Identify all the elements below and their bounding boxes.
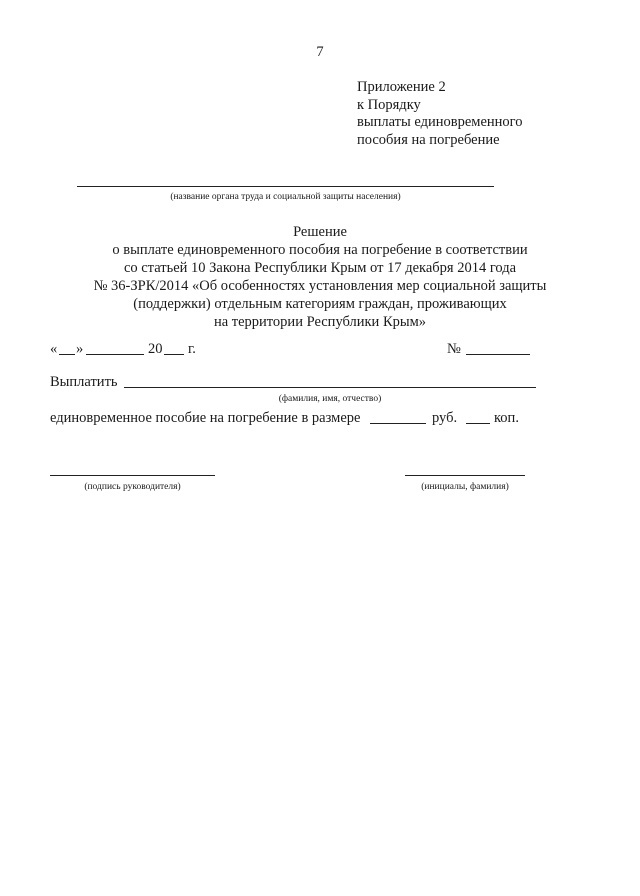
page-number: 7 (316, 44, 324, 60)
number-label: № (447, 341, 461, 357)
date-day-field[interactable] (59, 354, 75, 355)
decision-heading: Решение (293, 224, 347, 240)
date-year-suffix: г. (188, 341, 196, 357)
amount-kop-field[interactable] (466, 423, 490, 424)
amount-rub-label: руб. (432, 410, 458, 426)
authority-caption: (название органа труда и социальной защиты населения) (170, 192, 401, 202)
decision-line-3: № 36-ЗРК/2014 «Об особенностях установления мер социальной защиты (93, 278, 547, 294)
appendix-line-1: Приложение 2 (357, 79, 446, 95)
payee-name-field[interactable] (124, 387, 536, 388)
signature-line[interactable] (50, 475, 215, 476)
payee-name-caption: (фамилия, имя, отчество) (278, 394, 382, 404)
amount-text: единовременное пособие на погребение в размере (50, 410, 361, 426)
pay-label: Выплатить (50, 374, 118, 390)
date-month-field[interactable] (86, 354, 144, 355)
decision-line-4: (поддержки) отдельным категориям граждан, проживающих (133, 296, 507, 312)
signature-caption: (подпись руководителя) (84, 482, 181, 492)
initials-caption: (инициалы, фамилия) (421, 482, 509, 492)
decision-line-1: о выплате единовременного пособия на погребение в соответствии (112, 242, 528, 258)
appendix-line-3: выплаты единовременного (357, 114, 523, 130)
amount-kop-label: коп. (494, 410, 519, 426)
appendix-line-4: пособия на погребение (357, 131, 500, 148)
decision-line-2: со статьей 10 Закона Республики Крым от 17 декабря 2014 года (123, 260, 517, 276)
date-year-prefix: 20 (148, 341, 163, 357)
amount-rub-field[interactable] (370, 423, 426, 424)
date-quote-close: » (76, 341, 84, 357)
initials-line[interactable] (405, 475, 525, 476)
decision-line-5: на территории Республики Крым» (213, 314, 427, 330)
authority-line (77, 186, 494, 187)
appendix-line-2: к Порядку (357, 96, 421, 113)
date-quote-open: « (50, 341, 58, 357)
decision-title (0, 223, 640, 331)
number-field[interactable] (466, 354, 530, 355)
date-year-field[interactable] (164, 354, 184, 355)
appendix-block (357, 79, 523, 149)
